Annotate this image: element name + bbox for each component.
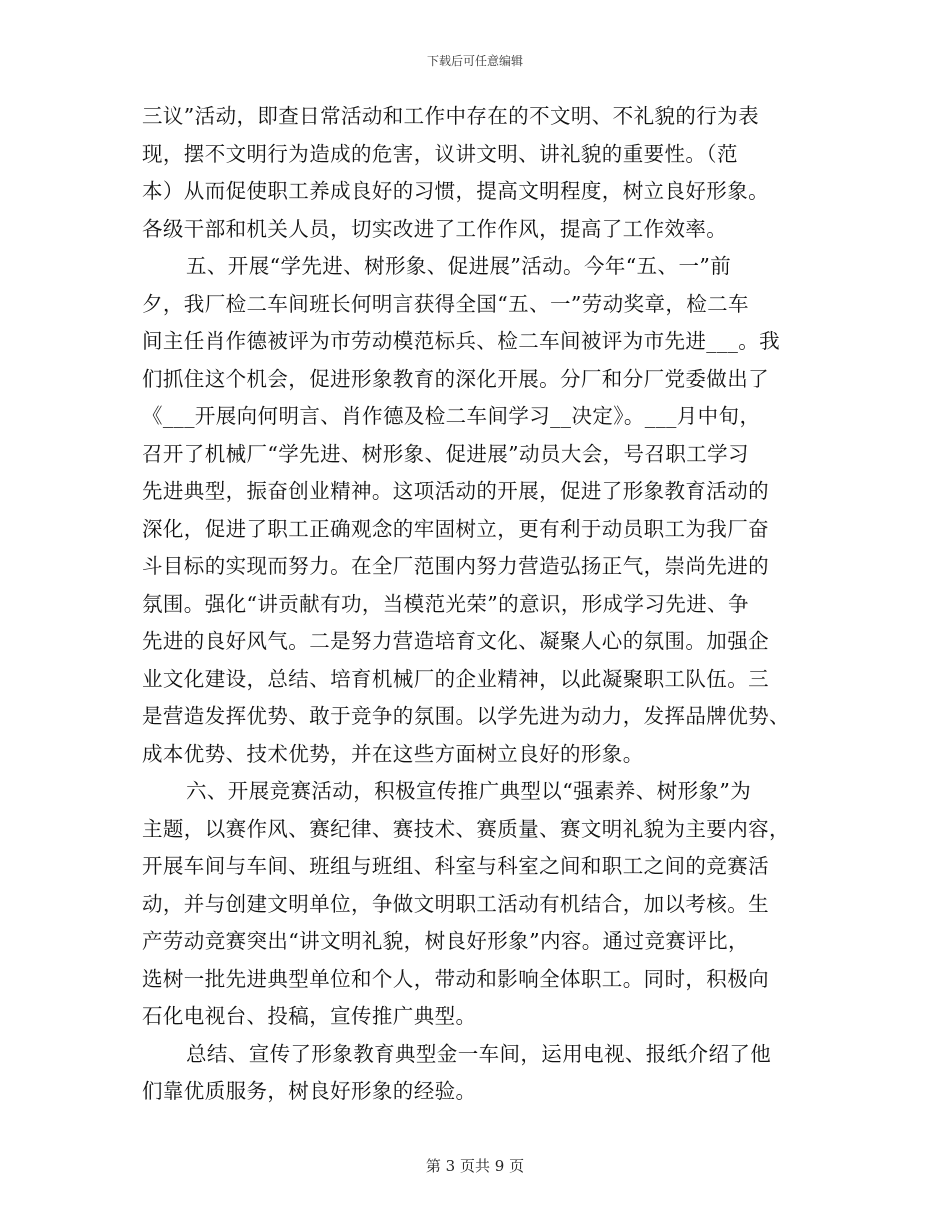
text-line: 三议”活动，即查日常活动和工作中存在的不文明、不礼貌的行为表 [142, 104, 759, 128]
text-line: 深化，促进了职工正确观念的牢固树立，更有利于动员职工为我厂奋 [142, 516, 769, 541]
text-line: 成本优势、技术优势，并在这些方面树立良好的形象。 [142, 741, 644, 766]
page-number-footer: 第 3 页共 9 页 [425, 1157, 525, 1175]
text-line: 业文化建设，总结、培育机械厂的企业精神，以此凝聚职工队伍。三 [142, 666, 769, 691]
text-line: 氛围。强化“讲贡献有功，当模范光荣”的意识，形成学习先进、争 [142, 591, 749, 616]
text-line: 间主任肖作德被评为市劳动模范标兵、检二车间被评为市先进___。我 [142, 329, 781, 353]
paragraph-start-line: 总结、宣传了形象教育典型金一车间，运用电视、报纸介绍了他 [186, 1041, 772, 1066]
text-line: 主题，以赛作风、赛纪律、赛技术、赛质量、赛文明礼貌为主要内容， [142, 816, 790, 841]
page-header: 下载后可任意编辑 [426, 54, 523, 68]
text-line: 《___开展向何明言、肖作德及检二车间学习__决定》。___月中旬， [142, 404, 761, 428]
text-line: 现，摆不文明行为造成的危害，议讲文明、讲礼貌的重要性。（范 [142, 141, 738, 166]
text-line: 夕，我厂检二车间班长何明言获得全国“五、一”劳动奖章，检二车 [142, 291, 749, 316]
text-line: 选树一批先进典型单位和个人，带动和影响全体职工。同时，积极向 [142, 966, 769, 991]
text-line: 开展车间与车间、班组与班组、科室与科室之间和职工之间的竞赛活 [142, 854, 769, 878]
text-line: 是营造发挥优势、敢于竞争的氛围。以学先进为动力，发挥品牌优势、 [142, 704, 790, 728]
document-body [142, 98, 810, 1111]
text-line: 本）从而促使职工养成良好的习惯，提高文明程度，树立良好形象。 [142, 179, 769, 203]
text-line: 先进典型，振奋创业精神。这项活动的开展，促进了形象教育活动的 [142, 479, 769, 503]
text-line: 产劳动竞赛突出“讲文明礼貌，树良好形象”内容。通过竞赛评比， [142, 929, 749, 953]
text-line: 先进的良好风气。二是努力营造培育文化、凝聚人心的氛围。加强企 [142, 629, 769, 653]
text-line: 各级干部和机关人员，切实改进了工作作风，提高了工作效率。 [142, 216, 728, 241]
paragraph-start-line: 六、开展竞赛活动，积极宣传推广典型以“强素养、树形象”为 [186, 779, 752, 803]
text-line: 们靠优质服务，树良好形象的经验。 [142, 1079, 477, 1103]
paragraph-start-line: 五、开展“学先进、树形象、促进展”活动。今年“五、一”前 [186, 254, 732, 278]
text-line: 动，并与创建文明单位，争做文明职工活动有机结合，加以考核。生 [142, 891, 769, 916]
text-line: 斗目标的实现而努力。在全厂范围内努力营造弘扬正气，崇尚先进的 [142, 554, 769, 578]
text-line: 召开了机械厂“学先进、树形象、促进展”动员大会，号召职工学习 [142, 441, 749, 466]
text-line: 们抓住这个机会，促进形象教育的深化开展。分厂和分厂党委做出了 [142, 366, 769, 391]
text-line: 石化电视台、投稿，宣传推广典型。 [142, 1004, 477, 1028]
